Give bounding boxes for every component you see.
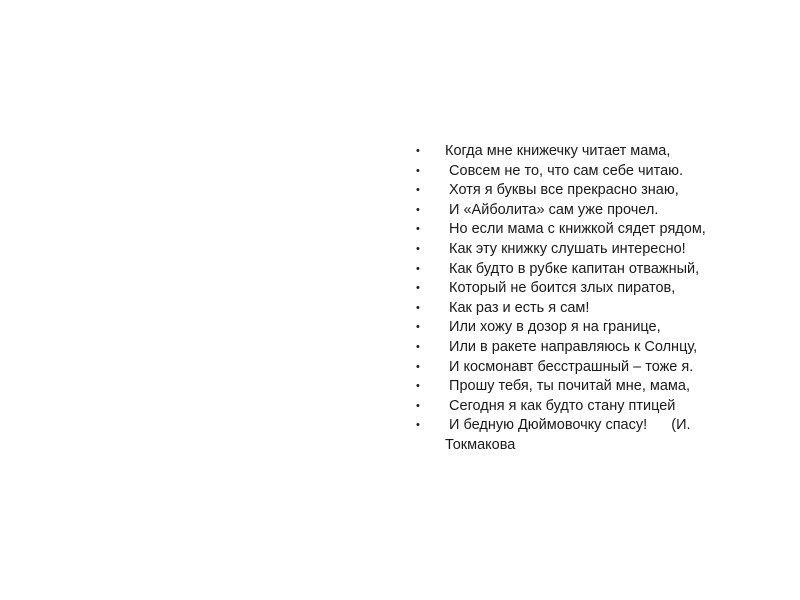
poem-line: [416, 358, 756, 378]
bullet-icon: •: [416, 360, 420, 373]
poem-line-text: И «Айболита» сам уже прочел.: [445, 201, 659, 218]
poem-line-text: Сегодня я как будто стану птицей: [445, 397, 676, 414]
bullet-icon: •: [416, 301, 420, 314]
bullet-icon: •: [416, 282, 420, 295]
poem-line: [416, 260, 756, 280]
poem-line-text: Совсем не то, что сам себе читаю.: [445, 162, 684, 179]
poem-line-text: Как будто в рубке капитан отважный,: [445, 260, 700, 277]
bullet-icon: •: [416, 262, 420, 275]
poem-line-text: И бедную Дюймовочку спасу! (И. Токмакова: [445, 417, 695, 453]
poem-line: [416, 299, 756, 319]
poem-line: [416, 416, 756, 455]
poem-line: [416, 240, 756, 260]
poem-line: [416, 181, 756, 201]
poem-line-text: Когда мне книжечку читает мама,: [445, 143, 671, 159]
bullet-icon: •: [416, 164, 420, 177]
poem-line: [416, 162, 756, 182]
poem-line-text: И космонавт бесстрашный – тоже я.: [445, 358, 694, 375]
poem-line: [416, 318, 756, 338]
bullet-icon: •: [416, 145, 420, 157]
poem-line: [416, 279, 756, 299]
bullet-icon: •: [416, 321, 420, 334]
poem-line-text: Прошу тебя, ты почитай мне, мама,: [445, 378, 690, 395]
poem-line-text: Или в ракете направляюсь к Солнцу,: [445, 338, 698, 355]
bullet-icon: •: [416, 340, 420, 353]
bullet-icon: •: [416, 203, 420, 216]
poem-line: [416, 220, 756, 240]
bullet-icon: •: [416, 184, 420, 197]
poem-list: [416, 142, 756, 456]
poem-line: [416, 377, 756, 397]
poem-line-text: Или хожу в дозор я на границе,: [445, 319, 661, 336]
poem-line: [416, 142, 756, 162]
poem-line-text: Но если мама с книжкой сядет рядом,: [445, 221, 706, 238]
poem-line: [416, 338, 756, 358]
poem-line: [416, 397, 756, 417]
bullet-icon: •: [416, 419, 420, 432]
bullet-icon: •: [416, 242, 420, 255]
poem-line: [416, 201, 756, 221]
poem-line-text: Который не боится злых пиратов,: [445, 280, 676, 297]
poem-line-text: Как эту книжку слушать интересно!: [445, 240, 686, 257]
bullet-icon: •: [416, 399, 420, 412]
poem-line-text: Хотя я буквы все прекрасно знаю,: [445, 182, 679, 199]
bullet-icon: •: [416, 223, 420, 236]
poem-line-text: Как раз и есть я сам!: [445, 299, 590, 316]
bullet-icon: •: [416, 380, 420, 393]
